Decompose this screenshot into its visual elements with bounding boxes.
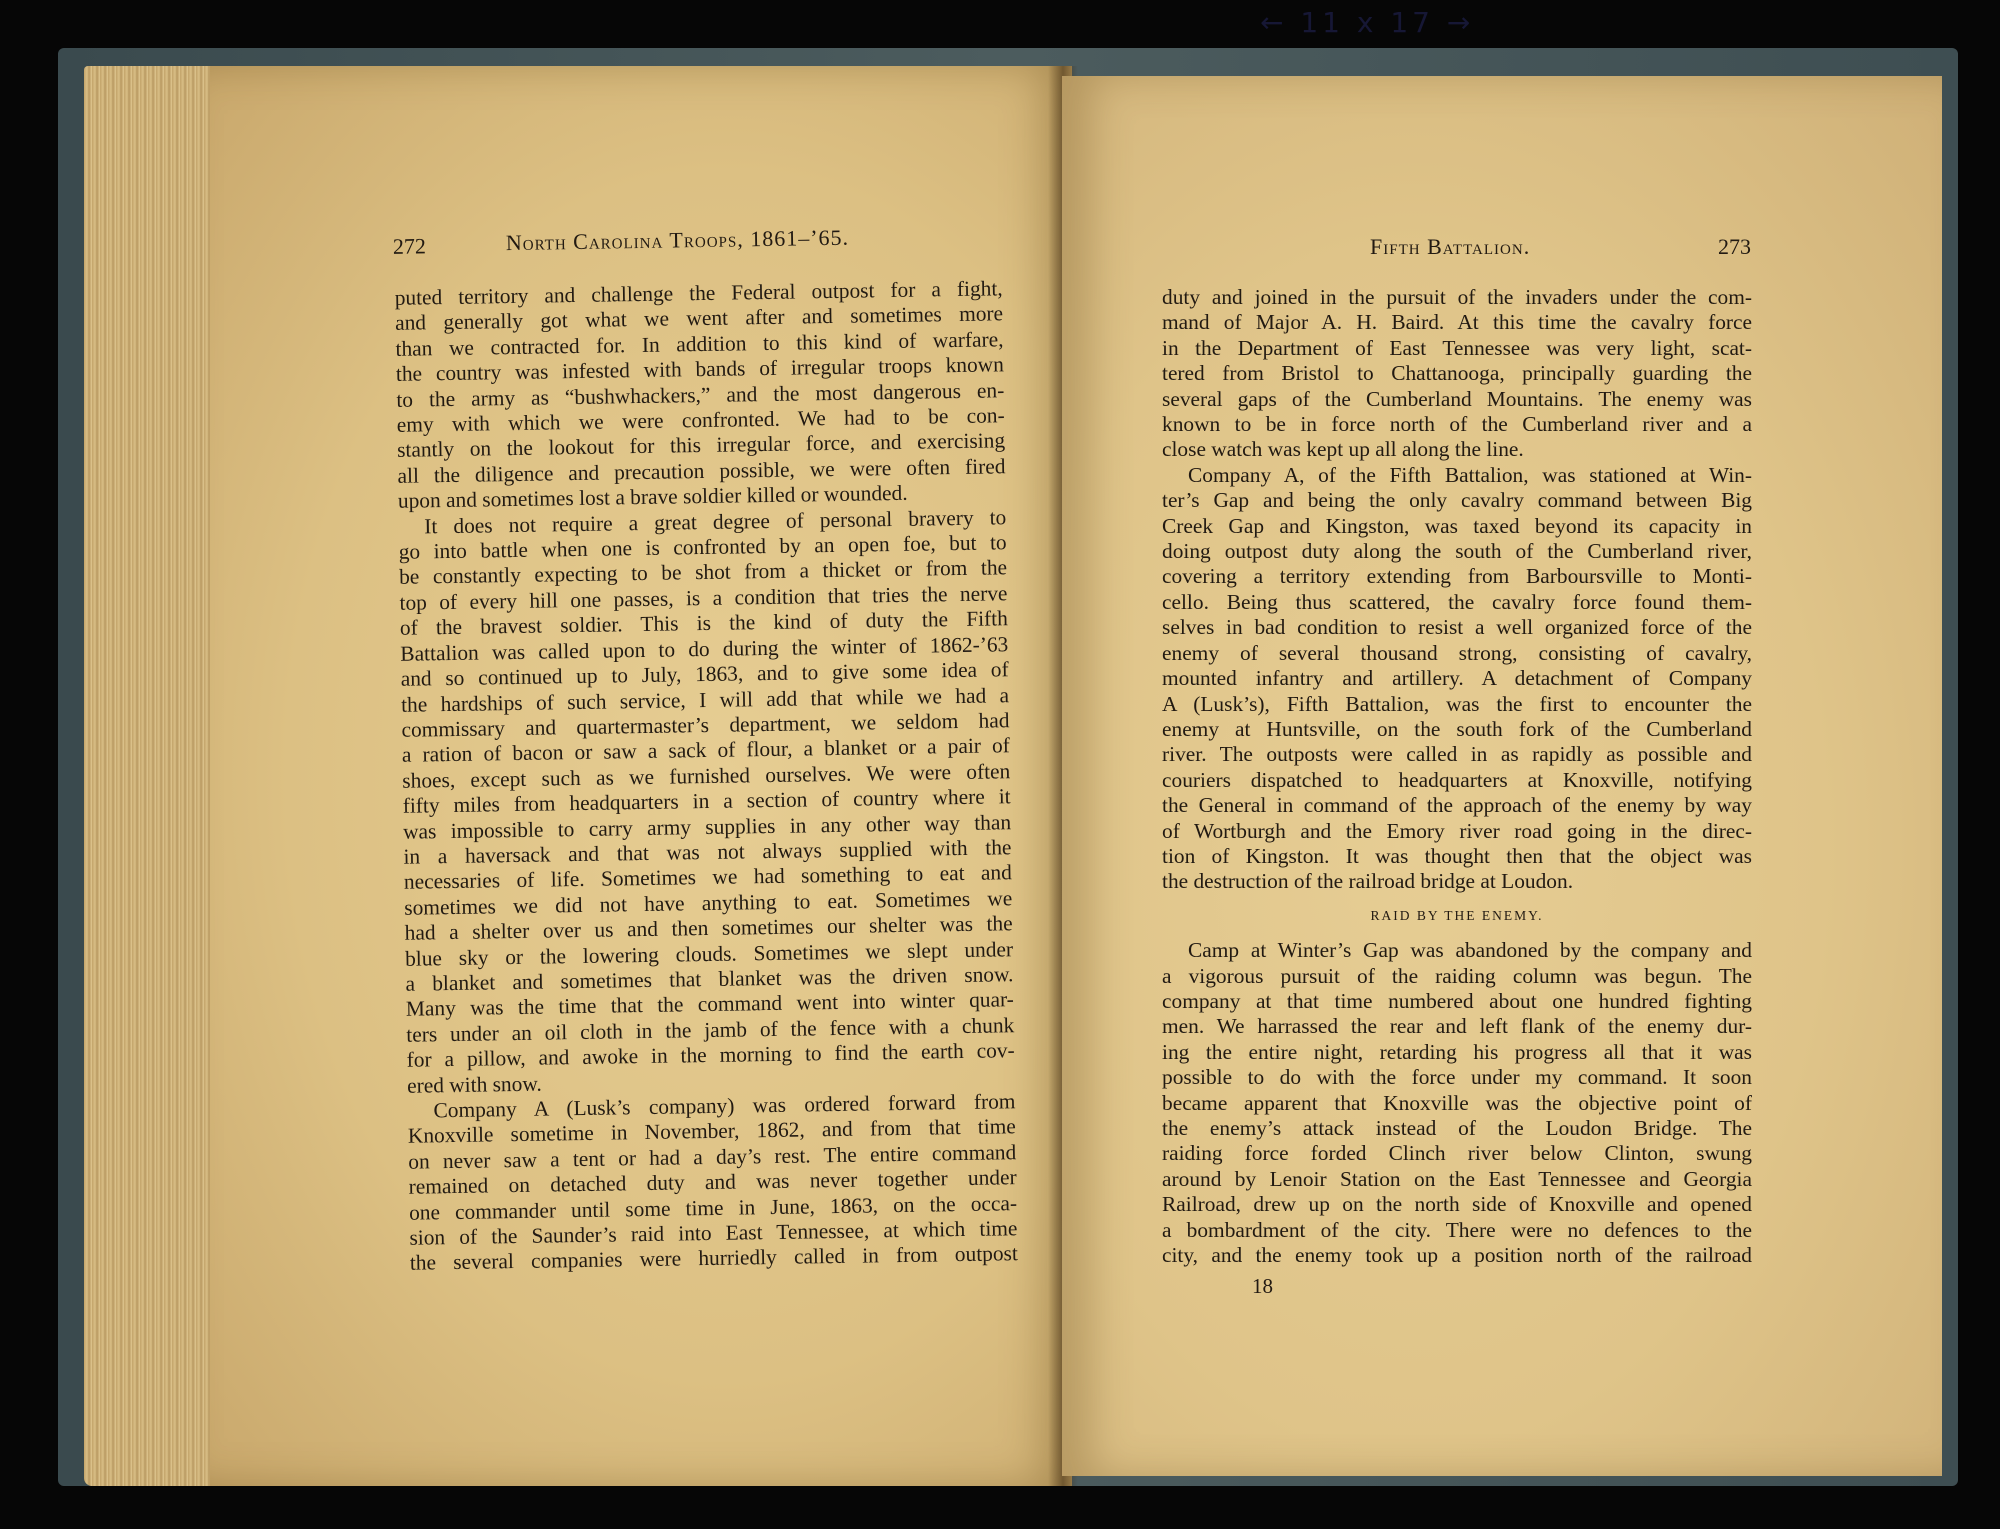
text-line: had a shelter over us and then sometimes our shelter was the [404,911,1013,945]
signature-mark: 18 [1252,1274,1273,1298]
text-line: possible to do with the force under my command. It soon [1162,1065,1752,1090]
text-line: than we contracted for. In addition to this kind of warfare, [395,327,1004,361]
text-line: sion of the Saunder’s raid into East Tennessee, at which time [409,1216,1018,1250]
text-line: tered from Bristol to Chattanooga, principally guarding the [1162,361,1752,386]
text-line: Knoxville sometime in November, 1862, and from that time [407,1114,1017,1149]
left-running-title: North Carolina Troops, 1861–’65. [505,224,850,256]
text-line: ing the entire night, retarding his progress all that it was [1162,1039,1752,1064]
text-line: and so continued up to July, 1863, and to give some idea of [400,657,1009,691]
text-line: ter’s Gap and being the only cavalry command between Big [1162,488,1752,513]
text-line: couriers dispatched to headquarters at Knoxville, notifying [1162,767,1752,792]
text-line: a vigorous pursuit of the raiding column was begun. The [1162,963,1752,988]
scan-ruler-label: ← 11 x 17 → [1260,6,1475,39]
text-line: stantly on the lookout for this irregular force, and exercising [396,428,1006,463]
text-line: of Wortburgh and the Emory river road going in the direc- [1162,818,1752,843]
text-line: ters under an oil cloth in the jamb of the fence with a chunk [406,1012,1015,1047]
text-line: Camp at Winter’s Gap was abandoned by the company and [1188,938,1752,963]
text-line: Company A (Lusk’s company) was ordered forward from [433,1089,1016,1123]
text-line: be constantly expecting to be shot from a thicket or from the [398,555,1008,590]
text-line: several gaps of the Cumberland Mountains. The enemy was [1162,386,1752,411]
text-line: selves in bad condition to resist a well organized force of the [1162,615,1752,640]
text-line: mand of Major A. H. Baird. At this time the cavalry force [1162,310,1752,335]
text-line: go into battle when one is confronted by an open foe, but to [398,530,1007,564]
text-line: of the bravest soldier. This is the kind of duty the Fifth [399,606,1009,641]
text-line: was impossible to carry army supplies in any other way than [402,809,1012,844]
text-line: a ration of bacon or saw a sack of flour, a blanket or a pair of [401,733,1011,768]
text-line: in a haversack and that was not always supplied with the [403,835,1012,869]
text-line: It does not require a great degree of personal bravery to [424,504,1007,539]
text-line: the General in command of the approach of the enemy by way [1162,793,1752,818]
text-line: for a pillow, and awoke in the morning to find the earth cov- [406,1038,1015,1072]
right-page-number: 273 [1718,234,1751,259]
text-line: men. We harrassed the rear and left flank of the enemy dur- [1162,1014,1752,1039]
text-line: and generally got what we went after and sometimes more [394,301,1004,336]
text-line: known to be in force north of the Cumberland river and a [1162,412,1752,437]
text-line: city, and the enemy took up a position north of the railroad [1162,1243,1752,1268]
text-line: shoes, except such as we furnished ourselves. We were often [402,758,1011,793]
text-line: Company A, of the Fifth Battalion, was stationed at Win- [1188,462,1752,487]
text-line: to the army as “bushwhackers,” and the most dangerous en- [396,377,1005,412]
text-line: became apparent that Knoxville was the objective point of [1162,1090,1752,1115]
text-line: enemy at Huntsville, on the south fork of the Cumberland [1162,716,1752,741]
text-line: cello. Being thus scattered, the cavalry force found them- [1162,589,1752,614]
text-line: duty and joined in the pursuit of the invaders under the com- [1162,285,1752,309]
text-line: the enemy’s attack instead of the Loudon Bridge. The [1162,1116,1752,1140]
text-line: company at that time numbered about one hundred fighting [1162,988,1752,1013]
left-page-body [395,276,1018,1276]
text-line: sometimes we did not have anything to eat. Sometimes we [404,885,1013,920]
text-line: close watch was kept up all along the line. [1162,437,1524,462]
text-line: a blanket and sometimes that blanket was the driven snow. [405,962,1014,996]
text-line: Many was the time that the command went into winter quar- [405,987,1015,1022]
text-line: raiding force forded Clinch river below Clinton, swung [1162,1141,1752,1166]
text-line: puted territory and challenge the Federal outpost for a fight, [394,276,1003,310]
text-line: fifty miles from headquarters in a section of country where it [402,784,1011,818]
text-line: Battalion was called upon to do during the winter of 1862-’63 [400,631,1009,666]
text-line: the hardships of such service, I will add that while we had a [400,682,1010,717]
text-line: around by Lenoir Station on the East Tennessee and Georgia [1162,1166,1752,1191]
text-line: covering a territory extending from Barboursville to Monti- [1162,564,1752,589]
text-line: the several companies were hurriedly called in from outpost [409,1241,1019,1276]
text-line: mounted infantry and artillery. A detachment of Company [1162,666,1752,691]
text-line: river. The outposts were called in as rapidly as possible and [1162,742,1752,767]
text-line: on never saw a tent or had a day’s rest. The entire command [408,1139,1017,1174]
text-line: remained on detached duty and was never together under [408,1165,1017,1199]
text-line: the country was infested with bands of irregular troops known [395,352,1005,387]
text-line: emy with which we were confronted. We had to be con- [396,403,1005,437]
section-subheading: RAID BY THE ENEMY. [1370,907,1544,923]
text-line: upon and sometimes lost a brave soldier killed or wounded. [397,481,908,514]
text-line: in the Department of East Tennessee was very light, scat- [1162,335,1752,360]
text-line: blue sky or the lowering clouds. Sometimes we slept under [404,936,1014,971]
text-line: tion of Kingston. It was thought then that the object was [1162,843,1752,868]
left-page-number: 272 [392,233,427,259]
text-line: necessaries of life. Sometimes we had something to eat and [403,860,1013,895]
text-line: A (Lusk’s), Fifth Battalion, was the first to encounter the [1162,691,1752,716]
text-line: the destruction of the railroad bridge at Loudon. [1162,869,1574,894]
text-line: top of every hill one passes, is a condition that tries the nerve [399,581,1008,615]
right-running-title: Fifth Battalion. [1370,234,1531,259]
text-line: enemy of several thousand strong, consisting of cavalry, [1162,640,1752,665]
right-body-part-1 [1162,285,1752,895]
text-line: a bombardment of the city. There were no defences to the [1162,1217,1752,1242]
right-body-part-2 [1162,938,1752,1268]
text-line: one commander until some time in June, 1863, on the occa- [408,1190,1018,1225]
text-line: ered with snow. [406,1071,542,1098]
text-line: all the diligence and precaution possible, we were often fired [397,454,1006,488]
text-line: commissary and quartermaster’s department, we seldom had [401,708,1010,742]
text-line: Railroad, drew up on the north side of Knoxville and opened [1162,1192,1752,1217]
right-page-body [1162,285,1752,1268]
text-line: Creek Gap and Kingston, was taxed beyond its capacity in [1162,513,1752,538]
text-line: doing outpost duty along the south of the Cumberland river, [1162,539,1752,564]
